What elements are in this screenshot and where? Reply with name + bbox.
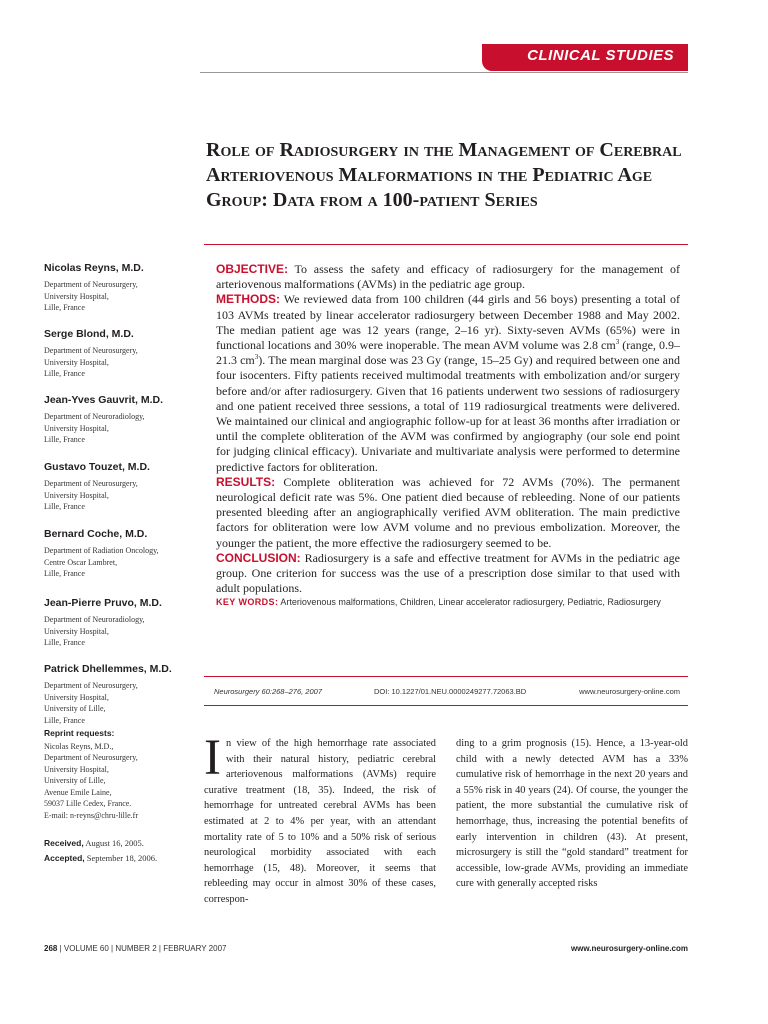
section-banner xyxy=(482,44,688,71)
abstract-conclusion: CONCLUSION: Radiosurgery is a safe and effective treatment for AVMs in the pediatric age group. One criterion for success was the use of a prescription dose similar to that used with adult populations. xyxy=(216,550,680,596)
section-label: CLINICAL STUDIES xyxy=(527,47,674,64)
author-name: Jean-Pierre Pruvo, M.D. xyxy=(44,597,162,609)
author-affiliation: Department of Neurosurgery, University Hospital, Lille, France xyxy=(44,346,138,378)
author-block xyxy=(44,262,194,314)
footer-url[interactable]: www.neurosurgery-online.com xyxy=(570,944,688,953)
author-block xyxy=(44,328,194,380)
author-block xyxy=(44,528,194,580)
reprint-label: Reprint requests: xyxy=(44,728,115,738)
received-date: Received, August 16, 2005. xyxy=(44,838,144,848)
author-affiliation: Department of Radiation Oncology, Centre Oscar Lambret, Lille, France xyxy=(44,546,159,578)
title-rule xyxy=(204,244,688,245)
abstract-methods: METHODS: We reviewed data from 100 children (44 girls and 56 boys) presenting a total of 103 AVMs treated by linear accelerator radiosurgery between December 1988 and May 2002. The median patient age was 12 years (range, 2–16 yr). Sixty-seven AVMs (65%) were in functional locations and 30% were inoperable. The mean AVM volume was 2.8 $cm^3$ (range, 0.9–21.3 $cm^3$). The mean marginal dose was 23 Gy (range, 15–25 Gy) and required between one and four isocenters. Fifty patients received multimodal treatments with embolization and/or surgery before and/or after radiosurgery. Given that 16 patients underwent two sessions of radiosurgery and one patient received three sessions, a total of 119 radiosurgical treatments were delivered. We maintained our clinical and angiographic follow-up for at least 36 months after irradiation or until the complete obliteration of the AVM was confirmed by angiography (our sole end point for judging clinical efficacy). Univariate and multivariate analysis were performed to determine predictive factors for obliteration. xyxy=(216,292,680,474)
author-block xyxy=(44,597,194,649)
article-dates xyxy=(44,836,204,866)
author-name: Patrick Dhellemmes, M.D. xyxy=(44,663,172,675)
author-name: Serge Blond, M.D. xyxy=(44,328,134,340)
doi: DOI: 10.1227/01.NEU.0000249277.72063.BD xyxy=(374,687,527,696)
accepted-date: Accepted, September 18, 2006. xyxy=(44,853,158,863)
journal-citation: Neurosurgery 60:268–276, 2007 xyxy=(214,687,322,696)
drop-cap: I xyxy=(204,730,221,786)
body-column-1: In view of the high hemorrhage rate associated with their natural history, pediatric cerebral arteriovenous malformations (AVMs) require curative treatment (18, 35). Indeed, the risk of hemorrhage for untreated cerebral AVMs has been estimated at 2 to 4% per year, with an attendant mortality rate of 5 to 10% and a 50% risk of serious neurological morbidity associated with each hemorrhage (15, 48). Moreover, it seems that rebleeding may occur in almost 30% of these cases, correspon- xyxy=(204,730,436,905)
abstract-results: RESULTS: Complete obliteration was achieved for 72 AVMs (70%). The permanent neurological deficit rate was 5%. One patient died because of rebleeding. None of our patients presented bleeding after an angiographically verified AVM obliteration. The main predictive factors for obliteration were low AVM volume and no previous embolization. Moreover, the younger the patient, the more effective the radiosurgery seemed to be. xyxy=(216,474,680,550)
author-block xyxy=(44,663,194,726)
author-affiliation: Department of Neuroradiology, University Hospital, Lille, France xyxy=(44,412,145,444)
issue-info: | VOLUME 60 | NUMBER 2 | FEBRUARY 2007 xyxy=(59,944,227,953)
key-words: KEY WORDS: Arteriovenous malformations, Children, Linear accelerator radiosurgery, Pediatric, Radiosurgery xyxy=(216,597,661,608)
author-name: Nicolas Reyns, M.D. xyxy=(44,262,144,274)
reprint-address: Nicolas Reyns, M.D., Department of Neurosurgery, University Hospital, University of Lille, Avenue Emile Laine, 59037 Lille Cedex, France. E-mail: n-reyns@chru-lille.fr xyxy=(44,741,138,820)
body-column-2: ding to a grim prognosis (15). Hence, a 13-year-old child with a newly detected AVM has a 33% cumulative risk of hemorrhage in the next 20 years and a 55% risk in 40 years (24). Of course, the younger the patient, the more substantial the cumulative risk of hemorrhage, thus, increasing the potential benefits of early intervention in children (43). At present, microsurgery is still the “gold standard” treatment for accessible, low-grade AVMs, providing an immediate cure with generally accepted risks xyxy=(456,738,688,890)
author-name: Gustavo Touzet, M.D. xyxy=(44,461,150,473)
article-title: Role of Radiosurgery in the Management of Cerebral Arteriovenous Malformations in the Pediatric Age Group: Data from a 100-patient Series xyxy=(206,139,682,211)
journal-url[interactable]: www.neurosurgery-online.com xyxy=(579,687,680,696)
banner-rule xyxy=(200,72,688,73)
abstract xyxy=(216,262,680,608)
author-name: Bernard Coche, M.D. xyxy=(44,528,148,540)
page-number: 268 xyxy=(44,944,58,953)
page-footer-left xyxy=(44,944,226,953)
author-affiliation: Department of Neurosurgery, University Hospital, Lille, France xyxy=(44,280,138,312)
author-name: Jean-Yves Gauvrit, M.D. xyxy=(44,394,164,406)
abstract-objective: OBJECTIVE: To assess the safety and efficacy of radiosurgery for the management of arteriovenous malformations (AVMs) in the pediatric age group. xyxy=(216,262,680,292)
author-affiliation: Department of Neuroradiology, University Hospital, Lille, France xyxy=(44,615,145,647)
author-affiliation: Department of Neurosurgery, University Hospital, Lille, France xyxy=(44,479,138,511)
author-block xyxy=(44,394,194,446)
reprint-requests xyxy=(44,728,194,821)
citation-bar xyxy=(204,676,688,706)
author-affiliation: Department of Neurosurgery, University Hospital, University of Lille, Lille, France xyxy=(44,681,138,725)
author-block xyxy=(44,461,194,513)
